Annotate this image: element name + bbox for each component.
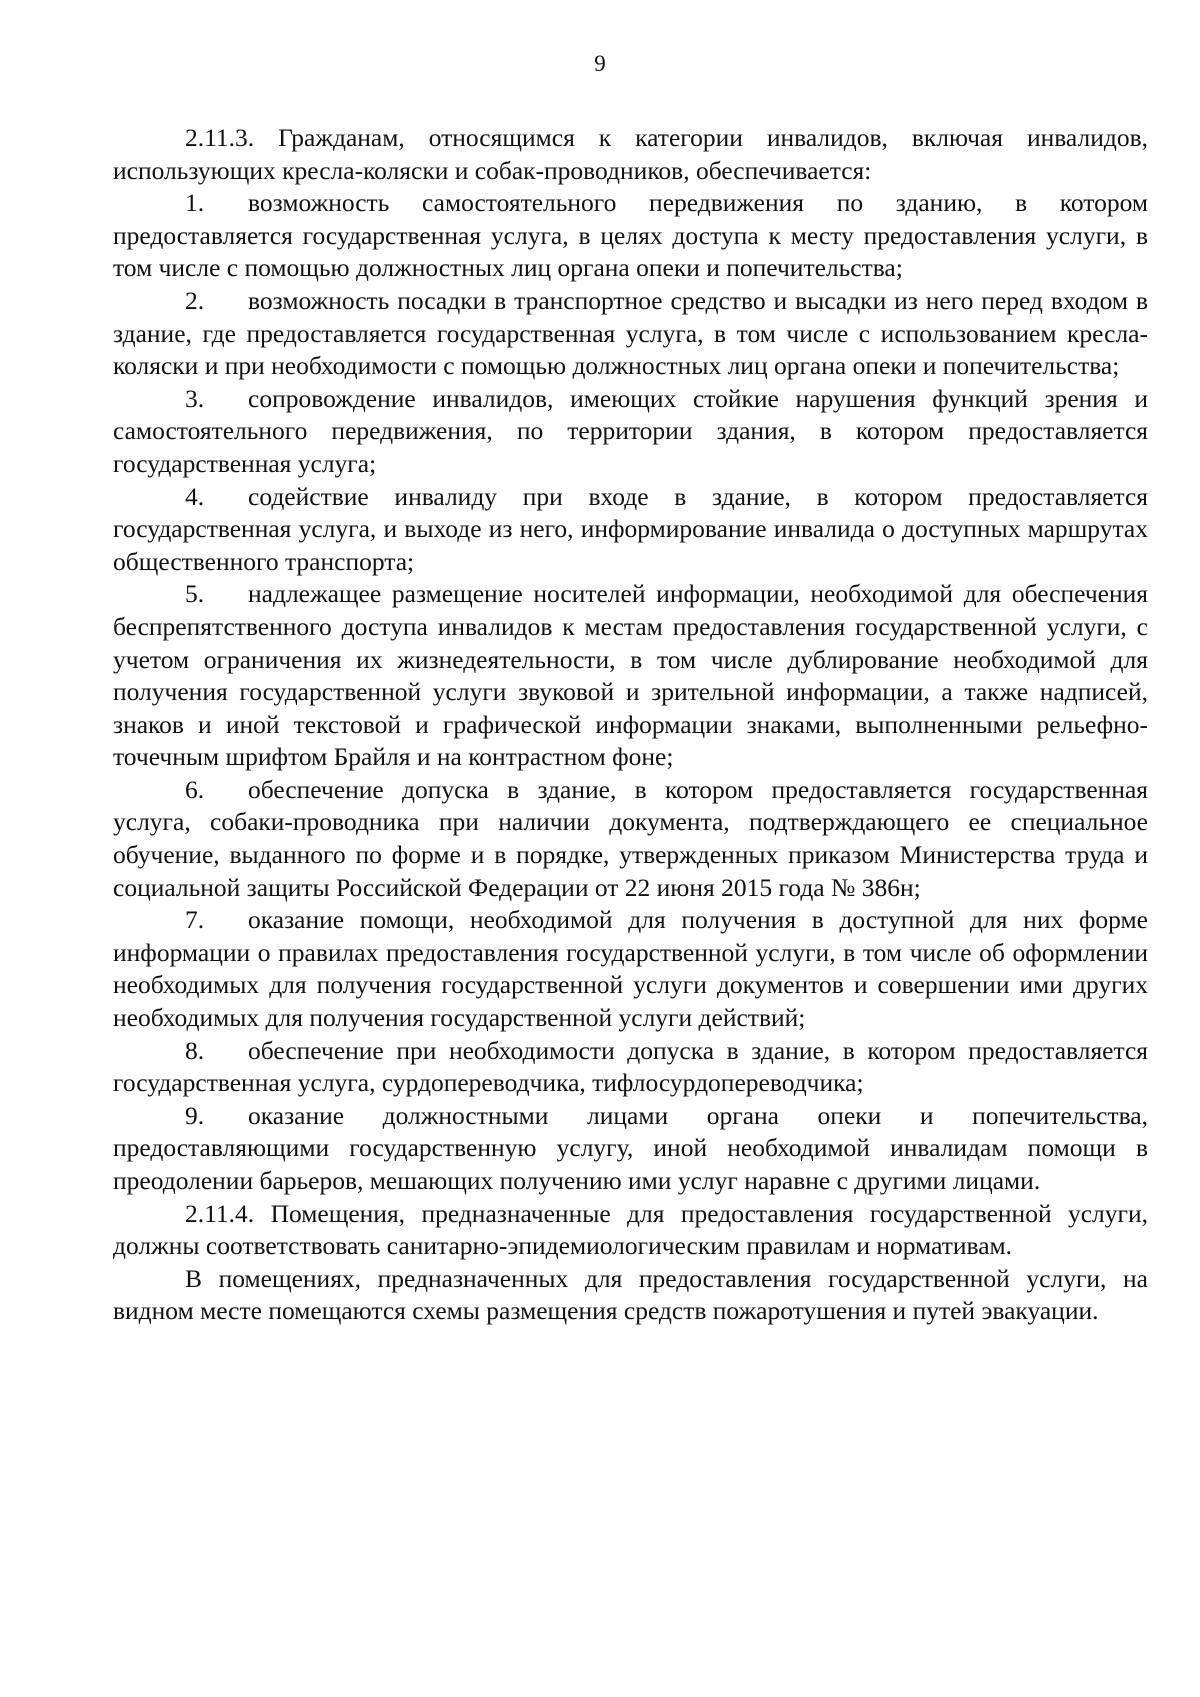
section-2-11-3-intro: 2.11.3. Гражданам, относящимся к категории инвалидов, включая инвалидов, использующих кресла-коляски и собак-проводников, обеспечивается: xyxy=(113,123,1148,185)
list-item-2 xyxy=(113,285,1148,383)
list-item-text: содействие инвалиду при входе в здание, в котором предоставляется государственная услуга, и выходе из него, информирование инвалида о доступных маршрутах общественного транспорта; xyxy=(113,481,1148,576)
list-item-text: сопровождение инвалидов, имеющих стойкие нарушения функций зрения и самостоятельного передвижения, по территории здания, в котором предоставляется государственная услуга; xyxy=(113,383,1148,478)
list-number: 5. xyxy=(185,579,205,609)
paragraph-evacuation-schemes: В помещениях, предназначенных для предоставления государственной услуги, на видном месте помещаются схемы размещения средств пожаротушения и путей эвакуации. xyxy=(113,1263,1148,1326)
list-number: 4. xyxy=(185,481,205,511)
list-item-text: обеспечение допуска в здание, в котором предоставляется государственная услуга, собаки-проводника при наличии документа, подтверждающего ее специальное обучение, выданного по форме и в порядке, утвержденных приказом Министерства труда и социальной защиты Российской Федерации от 22 июня 2015 года № 386н; xyxy=(113,774,1148,902)
list-item-6 xyxy=(113,774,1148,904)
list-number: 9. xyxy=(185,1100,205,1130)
list-number: 2. xyxy=(185,285,205,315)
list-item-8 xyxy=(113,1035,1148,1100)
list-number: 7. xyxy=(185,905,205,935)
list-number: 3. xyxy=(185,383,205,413)
list-item-text: обеспечение при необходимости допуска в здание, в котором предоставляется государственная услуга, сурдопереводчика, тифлосурдопереводчика; xyxy=(113,1035,1148,1098)
list-number: 6. xyxy=(185,774,205,804)
list-item-9 xyxy=(113,1100,1148,1198)
list-item-5 xyxy=(113,578,1148,774)
list-item-text: надлежащее размещение носителей информации, необходимой для обеспечения беспрепятственного доступа инвалидов к местам предоставления государственной услуги, с учетом ограничения их жизнедеятельности, в том числе дублирование необходимой для получения государственной услуги звуковой и зрительной информации, а также надписей, знаков и иной текстовой и графической информации знаками, выполненными рельефно-точечным шрифтом Брайля и на контрастном фоне; xyxy=(113,579,1148,772)
list-item-text: оказание помощи, необходимой для получения в доступной для них форме информации о правилах предоставления государственной услуги, в том числе об оформлении необходимых для получения государственной услуги документов и совершении ими других необходимых для получения государственной услуги действий; xyxy=(113,905,1148,1033)
list-number: 8. xyxy=(185,1035,205,1065)
list-item-4 xyxy=(113,481,1148,579)
list-item-text: оказание должностными лицами органа опеки и попечительства, предоставляющими государственную услугу, иной необходимой инвалидам помощи в преодолении барьеров, мешающих получению ими услуг наравне с другими лицами. xyxy=(113,1100,1148,1195)
document-body xyxy=(113,122,1148,1328)
section-2-11-4: 2.11.4. Помещения, предназначенные для предоставления государственной услуги, должны соответствовать санитарно-эпидемиологическим правилам и нормативам. xyxy=(113,1198,1148,1261)
list-item-text: возможность самостоятельного передвижения по зданию, в котором предоставляется государственная услуга, в целях доступа к месту предоставления услуги, в том числе с помощью должностных лиц органа опеки и попечительства; xyxy=(113,188,1148,283)
list-number: 1. xyxy=(185,188,205,218)
page-number: 9 xyxy=(594,51,606,76)
list-item-text: возможность посадки в транспортное средство и высадки из него перед входом в здание, где предоставляется государственная услуга, в том числе с использованием кресла-коляски и при необходимости с помощью должностных лиц органа опеки и попечительства; xyxy=(113,285,1148,381)
list-item-1 xyxy=(113,187,1148,285)
list-item-3 xyxy=(113,383,1148,481)
list-item-7 xyxy=(113,904,1148,1034)
